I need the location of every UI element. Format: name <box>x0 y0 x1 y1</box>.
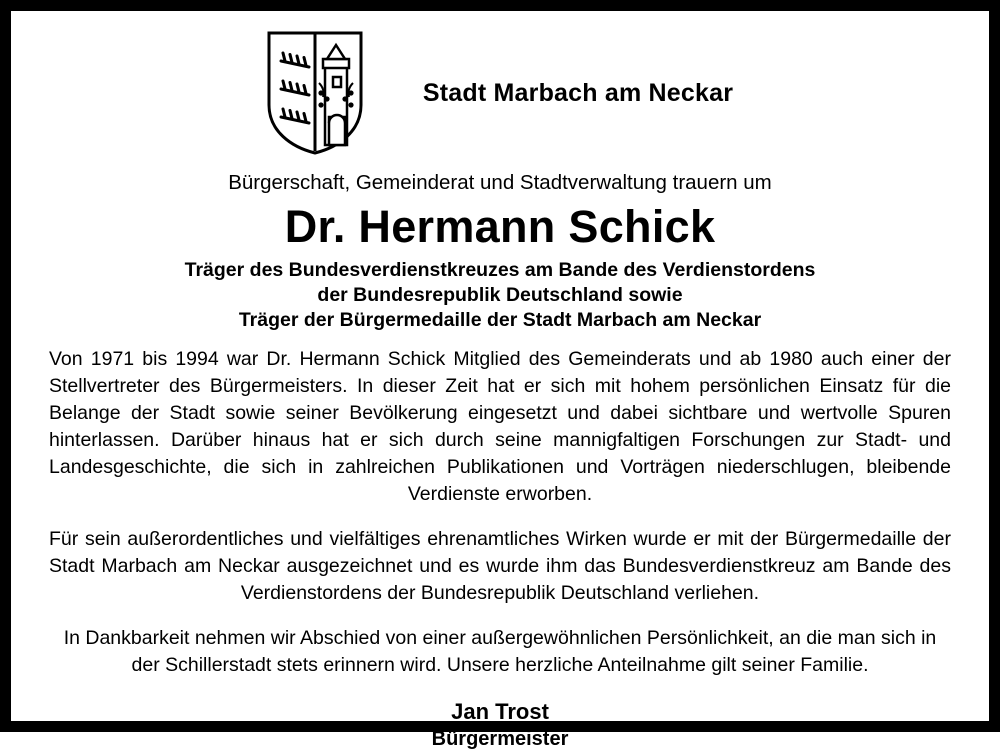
signatory-name: Jan Trost <box>451 699 549 725</box>
paragraph-1: Von 1971 bis 1994 war Dr. Hermann Schick Mitglied des Gemeinderats und ab 1980 auch einer der Stellvertreter des Bürgermeisters. In dieser Zeit hat er sich mit hohem persönlichen Einsatz für die Belange der Stadt sowie seiner Bevölkerung eingesetzt und dabei sichtbare und wertvolle Spuren hinterlassen. Darüber hinaus hat er sich durch seine mannigfaltigen Forschungen zur Stadt- und Landesgeschichte, die sich in zahlreichen Publikationen und Vorträgen niederschlugen, bleibende Verdienste erworben. <box>49 348 951 505</box>
marbach-coat-of-arms-icon <box>267 31 363 155</box>
city-name: Stadt Marbach am Neckar <box>422 78 734 107</box>
signature-block <box>432 698 569 752</box>
header-row <box>267 31 733 155</box>
signatory-role: Bürgermeister <box>431 727 569 750</box>
body-text <box>49 346 951 696</box>
honour-line-1: Träger des Bundesverdienstkreuzes am Bande des Verdienstordens <box>184 258 816 281</box>
honour-line-2: der Bundesrepublik Deutschland sowie <box>317 283 683 306</box>
paragraph-2: Für sein außerordentliches und vielfältiges ehrenamtliches Wirken wurde er mit der Bürgermedaille der Stadt Marbach am Neckar ausgezeichnet und es wurde ihm das Bundesverdienstkreuz am Bande des Verdienstordens der Bundesrepublik Deutschland verliehen. <box>49 527 951 604</box>
honours-block <box>185 258 816 333</box>
deceased-name: Dr. Hermann Schick <box>284 201 716 252</box>
paragraph-3: In Dankbarkeit nehmen wir Abschied von einer außergewöhnlichen Persönlichkeit, an die man sich in der Schillerstadt stets erinnern wird. Unsere herzliche Anteilnahme gilt seiner Familie. <box>63 626 937 676</box>
honour-line-3: Träger der Bürgermedaille der Stadt Marbach am Neckar <box>238 308 762 331</box>
mourning-line: Bürgerschaft, Gemeinderat und Stadtverwaltung trauern um <box>228 171 772 194</box>
